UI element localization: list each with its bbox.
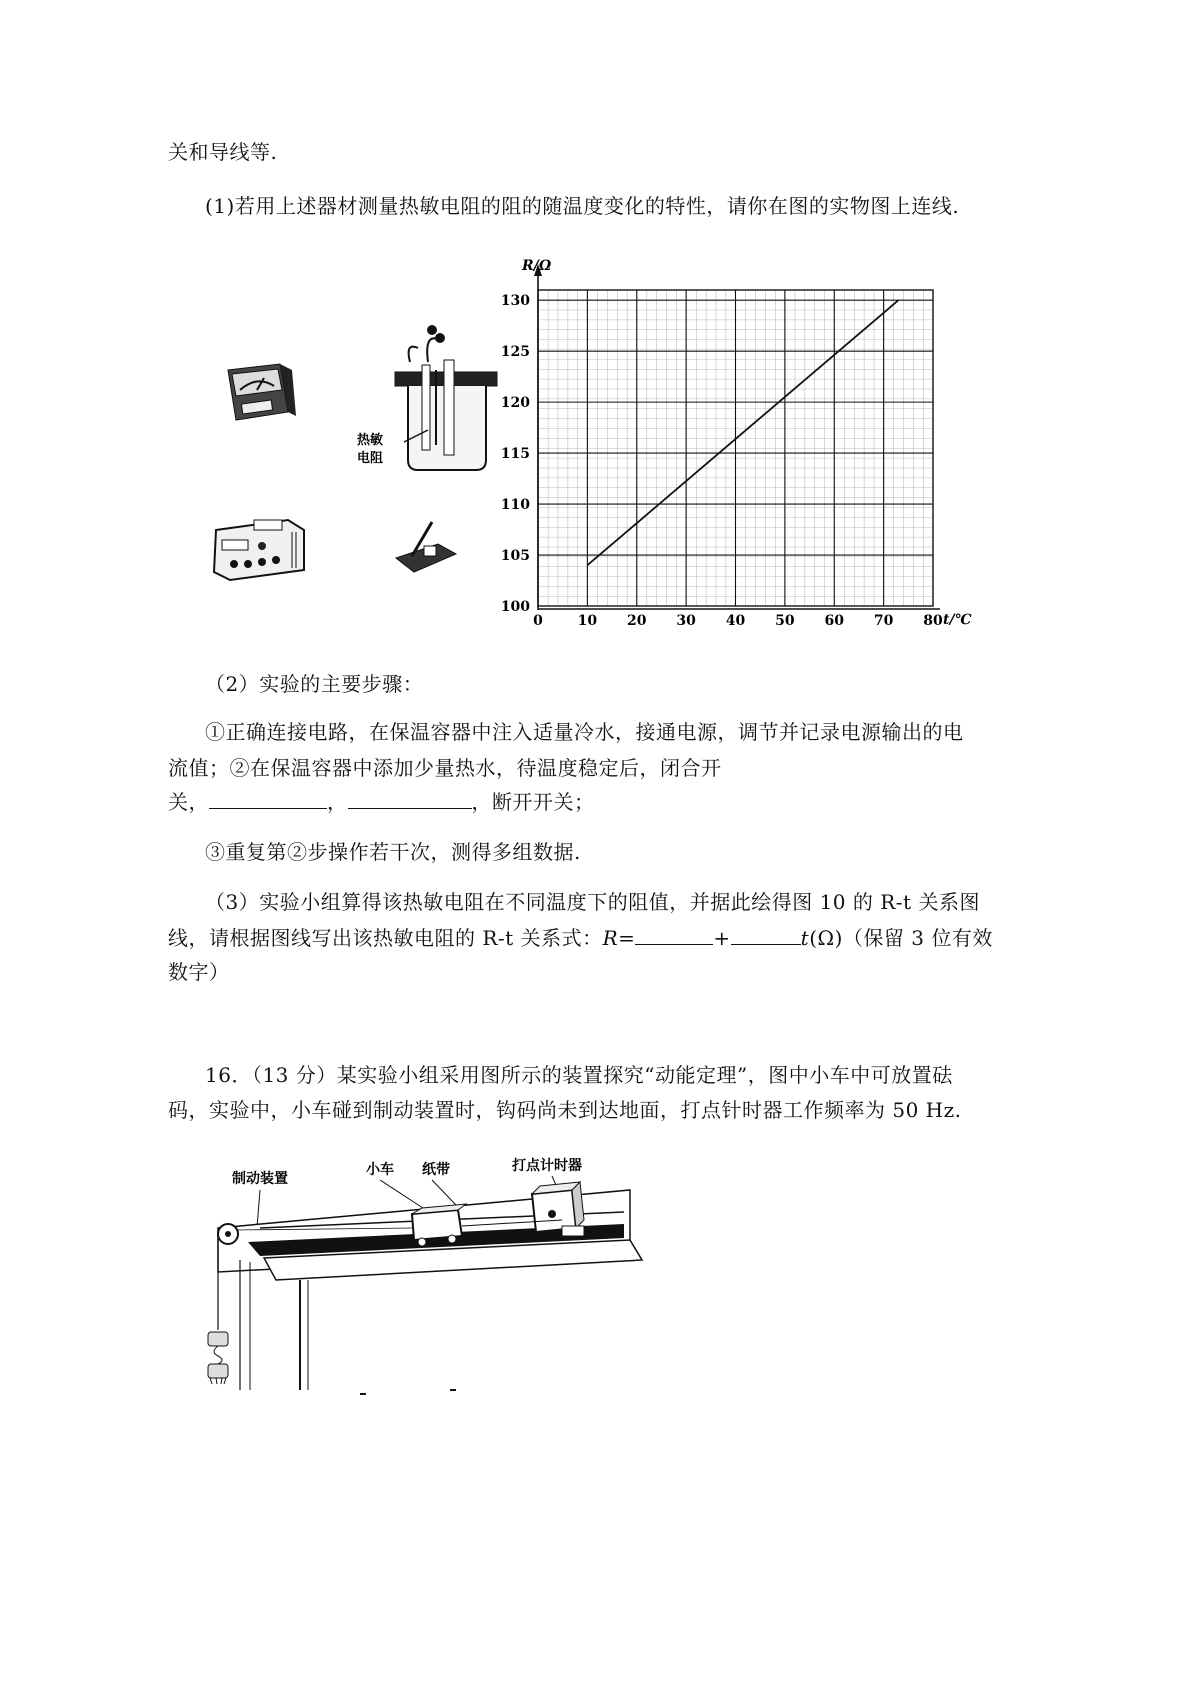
y-tick-label: 120 [500, 395, 530, 412]
answer-blank-2[interactable] [348, 790, 472, 809]
timer-icon [532, 1182, 584, 1236]
formula-variable-t: t [800, 926, 810, 950]
thermistor-container-icon [395, 325, 497, 470]
text-fragment: = [618, 926, 636, 950]
brake-label: 制动装置 [232, 1171, 288, 1187]
pulley-icon [218, 1224, 238, 1244]
question-16-continued: 码，实验中，小车碰到制动装置时，钩码尚未到达地面，打点针时器工作频率为 50 Hz. [168, 1098, 962, 1122]
text-fragment: + [713, 926, 731, 950]
text-fragment: (Ω)（保留 3 位有效 [809, 926, 993, 950]
x-tick-label: 70 [873, 613, 894, 629]
step-heading: （2）实验的主要步骤： [205, 672, 424, 696]
power-supply-icon [214, 520, 304, 580]
thermistor-label-2: 电阻 [357, 451, 384, 466]
answer-blank-3[interactable] [635, 926, 713, 945]
x-tick-label: 20 [627, 613, 647, 629]
x-axis-label: t/℃ [943, 612, 972, 628]
cart-label: 小车 [366, 1162, 394, 1178]
question-1: (1)若用上述器材测量热敏电阻的阻的随温度变化的特性，请你在图的实物图上连线. [205, 194, 960, 218]
y-tick-label: 105 [500, 548, 530, 565]
apparatus-figure [200, 320, 500, 620]
track-apparatus-figure [200, 1150, 650, 1400]
x-tick-label: 30 [676, 613, 696, 629]
x-tick-label: 80 [923, 613, 943, 629]
text-fragment: ， [327, 790, 348, 814]
text-fragment: 线，请根据图线写出该热敏电阻的 R-t 关系式： [168, 926, 603, 950]
x-tick-label: 60 [824, 613, 844, 629]
hanging-weights-icon [208, 1332, 228, 1384]
switch-icon [396, 522, 456, 572]
x-tick-label: 50 [775, 613, 795, 629]
answer-blank-4[interactable] [731, 926, 801, 945]
step-2-continued [168, 790, 595, 814]
step-2: 流值；②在保温容器中添加少量热水，待温度稳定后，闭合开 [168, 756, 722, 780]
answer-blank-1[interactable] [209, 790, 327, 809]
tape-label: 纸带 [422, 1162, 450, 1178]
y-tick-label: 125 [500, 344, 530, 361]
question-3: （3）实验小组算得该热敏电阻在不同温度下的阻值，并据此绘得图 10 的 R-t 关系图 [205, 890, 980, 914]
question-16: 16．（13 分）某实验小组采用图所示的装置探究“动能定理”，图中小车中可放置砝 [205, 1063, 953, 1087]
formula-variable-r: R [602, 926, 619, 950]
x-tick-label: 40 [725, 613, 746, 629]
y-tick-label: 130 [500, 293, 530, 310]
text-line: 关和导线等. [168, 140, 278, 164]
y-tick-label: 110 [500, 497, 530, 514]
x-tick-label: 0 [533, 613, 543, 629]
r-t-chart [500, 250, 980, 640]
step-1: ①正确连接电路，在保温容器中注入适量冷水，接通电源，调节并记录电源输出的电 [205, 720, 964, 744]
x-tick-label: 10 [577, 613, 598, 629]
question-3-formula [168, 926, 993, 950]
text-fragment: ，断开开关； [471, 790, 595, 814]
y-tick-label: 115 [500, 446, 530, 463]
text-fragment: 关， [168, 790, 209, 814]
step-3: ③重复第②步操作若干次，测得多组数据. [205, 840, 581, 864]
y-tick-label: 100 [500, 599, 530, 615]
multimeter-icon [228, 364, 296, 420]
timer-label: 打点计时器 [512, 1158, 582, 1174]
thermistor-label-1: 热敏 [357, 433, 384, 448]
text-line: 数字） [168, 960, 230, 984]
y-axis-label: R/Ω [522, 258, 552, 274]
